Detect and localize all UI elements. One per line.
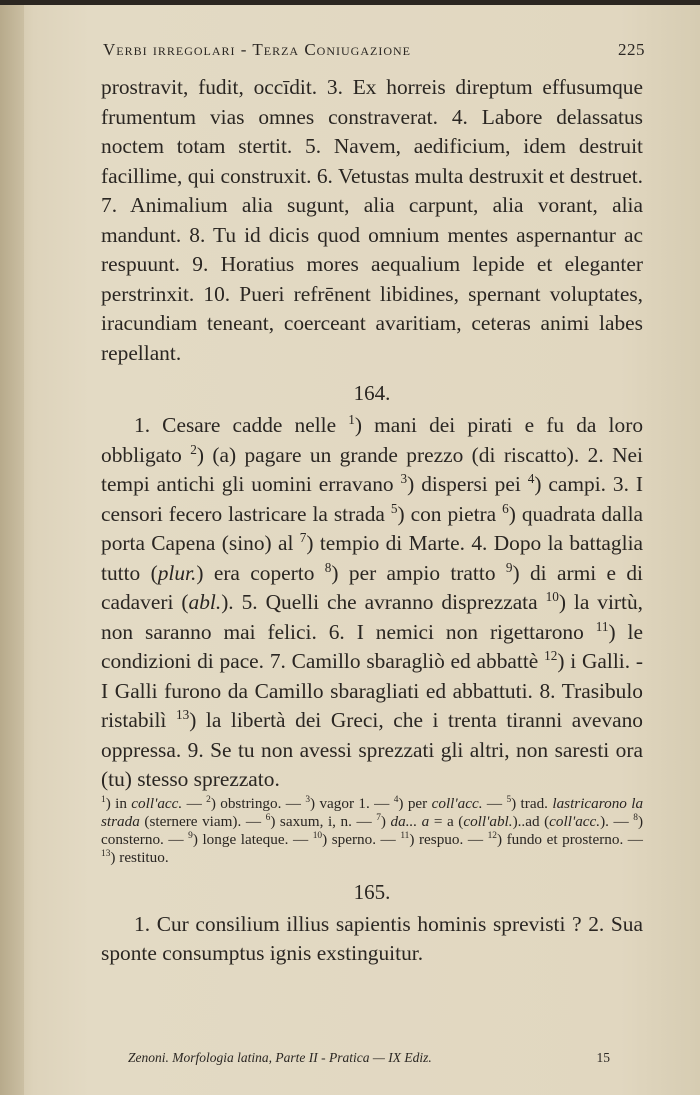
exercise-164: 1. Cesare cadde nelle $^1$) mani dei pirati e fu da loro obbligato $^2$) (a) pagare un grande prezzo (di riscatto). 2. Nei tempi antichi gli uomini erravano $^3$) dispersi pei $^4$) campi. 3. I censori fecero lastricare la strada $^5$) con pietra $^6$) quadrata dalla porta Capena (sino) al $^7$) tempio di Marte. 4. Dopo la battaglia tutto (plur.) era coperto $^8$) per ampio tratto $^9$) di armi e di cadaveri (abl.). 5. Quelli che avranno disprezzata $^{10}$) la virtù, non saranno mai felici. 6. I nemici non rigettarono $^{11}$) le condizioni di pace. 7. Camillo sbaragliò ed abbattè $^{12}$) i Galli. - I Galli furono da Camillo sbaragliati ed abbattuti. 8. Trasibulo ristabilì $^{13}$) la libertà dei Greci, che i trenta tiranni avevano oppressa. 9. Se tu non avessi sprezzati gli altri, non saresti ora (tu) stesso sprezzato. bbox=[101, 411, 644, 791]
page-footer bbox=[128, 1050, 610, 1066]
running-header bbox=[103, 40, 645, 66]
book-title-footer: Zenoni. Morfologia latina, Parte II - Pratica — IX Ediz. bbox=[128, 1050, 432, 1065]
section-number-165: 165. bbox=[353, 879, 391, 904]
running-title: Verbi irregolari - Terza Coniugazione bbox=[103, 40, 411, 59]
top-edge bbox=[0, 0, 700, 5]
latin-exercise-continued: prostravit, fudit, occīdit. 3. Ex horreis direptum effusumque frumentum vias omnes constraverat. 4. Labore delassatus noctem totam stertit. 5. Navem, aedificium, idem destruit facillime, qui construxit. 6. Vetustas multa destruxit et destruet. 7. Animalium alia sugunt, alia carpunt, alia vorant, alia mandunt. 8. Tu id dicis quod omnium mentes aspernantur ac respuunt. 9. Horatius mores aequalium lepide et eleganter perstrinxit. 10. Pueri refrēnent libidines, spernant voluptates, iracundiam teneant, coerceant avaritiam, ceteras animi labes repellant. bbox=[101, 75, 643, 365]
section-number-164: 164. bbox=[353, 381, 391, 405]
signature-number: 15 bbox=[596, 1050, 610, 1065]
page-body bbox=[101, 73, 643, 969]
binding-gutter bbox=[0, 0, 24, 1095]
footnotes: $^1$) in coll'acc. — $^2$) obstringo. — $^3$) vagor 1. — $^4$) per coll'acc. — $^5$) trad. lastricarono la strada (sternere viam). — $^6$) saxum, i, n. — $^7$) da... a = a (coll'abl.)..ad (coll'acc.). — $^8$) consterno. — $^9$) longe lateque. — $^{10}$) sperno. — $^{11}$) respuo. — $^{12}$) fundo et prosterno. — $^{13}$) restituo. bbox=[101, 794, 644, 866]
page-number: 225 bbox=[618, 40, 645, 59]
exercise-165: 1. Cur consilium illius sapientis hominis sprevisti ? 2. Sua sponte consumptus ignis exstinguitur. bbox=[101, 911, 643, 965]
